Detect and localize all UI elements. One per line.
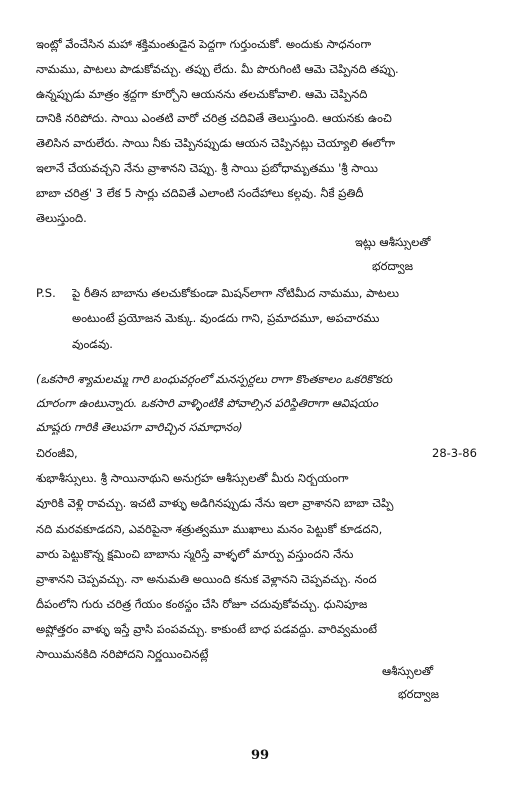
ps-line: అంటుంటే ప్రయోజన మెక్కు. వుండదు గాని, ప్రమాదమూ, అపచారము	[72, 311, 380, 325]
letter1-line: తెలుస్తుంది.	[36, 211, 87, 225]
letter2-line: వూరికి వెళ్లి రావచ్చు. ఇచటి వాళ్ళు అడిగినప్పుడు నేను ఇలా వ్రాశానని బాబా చెప్పి	[36, 496, 394, 510]
letter2-date: 28-3-86	[432, 446, 477, 460]
letter1-line: ఇలానే చేయవచ్చని నేను వ్రాశానని చెప్పు. శ్రీ సాయి ప్రబోధామృతము 'శ్రీ సాయి	[36, 161, 378, 175]
letter2-line: దీపంలోని గురు చరిత్ర గేయం కంఠస్థం చేసి రోజూ చదువుకోవచ్చు. ధునిపూజ	[36, 597, 368, 611]
letter2-line: వ్రాశానని చెప్పవచ్చు. నా అనుమతి అయింది కనుక వెళ్లానని చెప్పవచ్చు. నంద	[36, 572, 377, 586]
letter2-salutation: చిరంజీవి,	[36, 446, 78, 460]
note-line: మాష్టరు గారికి తెలుపగా వారిచ్చిన సమాధానం)	[36, 420, 243, 434]
letter2-line: సాయిమనకిది నరిపోదని నిర్ణయించినట్లే	[36, 647, 209, 661]
letter1-line: ఉన్నప్పుడు మాత్రం శ్రద్ధగా కూర్చోని ఆయనను తలచుకోవాలి. ఆమె చెప్పినది	[36, 87, 368, 101]
letter2-signature: భరద్వాజ	[398, 687, 440, 701]
letter2-line: శుభాశీస్సులు. శ్రీ సాయినాథుని అనుగ్రహ ఆశీస్సులతో మీరు నిర్భయంగా	[36, 471, 349, 485]
page-number: 99	[250, 748, 270, 763]
letter1-line: ఇంట్లో వేంచేసిన మహా శక్తిమంతుడైన పెద్దగా గుర్తుంచుకో. అందుకు సాధనంగా	[36, 37, 372, 51]
letter1-line: దానికి నరిపోదు. సాయి ఎంతటి వారో చరిత్ర చదివితే తెలుస్తుంది. ఆయనకు ఉంచి	[36, 111, 392, 125]
ps-line: పై రీతిన బాబాను తలచుకోకుండా మిషన్‌లాగా నోటిమీద నామము, పాటలు	[72, 286, 399, 300]
note-line: (ఒకసారి శ్యామలమ్మ గారి బంధువర్గంలో మనస్పర్ధలు రాగా కొంతకాలం ఒకరికొకరు	[36, 372, 393, 386]
ps-line: వుండవు.	[72, 337, 113, 351]
letter1-line: తెలిసిన వారులేరు. సాయి నీకు చెప్పినప్పుడు ఆయన చెప్పినట్లు చెయ్యాలి ఈలోగా	[36, 136, 396, 150]
ps-label: P.S.	[36, 286, 56, 300]
letter2-line: నది మరవకూడదని, ఎవరిపైనా శత్రుత్వమూ ముఖాలు మనం పెట్టుకో కూడదని,	[36, 522, 383, 536]
letter1-closing: ఇట్లు ఆశీస్సులతో	[355, 235, 431, 249]
letter1-line: నామము, పాటలు పాడుకోవచ్చు. తప్పు లేదు. మీ పొరుగింటి ఆమె చెప్పినది తప్పు.	[36, 62, 399, 76]
letter1-signature: భరద్వాజ	[372, 259, 414, 273]
note-line: దూరంగా ఉంటున్నారు. ఒకసారి వాళ్ళింటికి పోవాల్సిన పరిస్థితిరాగా ఆవిషయం	[36, 396, 378, 410]
letter1-line: బాబా చరిత్ర' 3 లేక 5 సార్లు చదివితే ఎలాంటి సందేహాలు కల్గవు. నీకే ప్రతిదీ	[36, 186, 364, 200]
letter2-line: వారు పెట్టుకొన్న క్షమించి బాబాను స్మరిస్తే వాళ్ళలో మార్పు వస్తుందని నేను	[36, 547, 354, 561]
letter2-line: అష్టోత్తరం వాళ్ళు ఇస్తే వ్రాసి పంపవచ్చు. కాకుంటే బాధ పడవద్దు. వారివ్వమంటే	[36, 622, 378, 636]
letter2-closing: ఆశీస్సులతో	[382, 664, 434, 678]
